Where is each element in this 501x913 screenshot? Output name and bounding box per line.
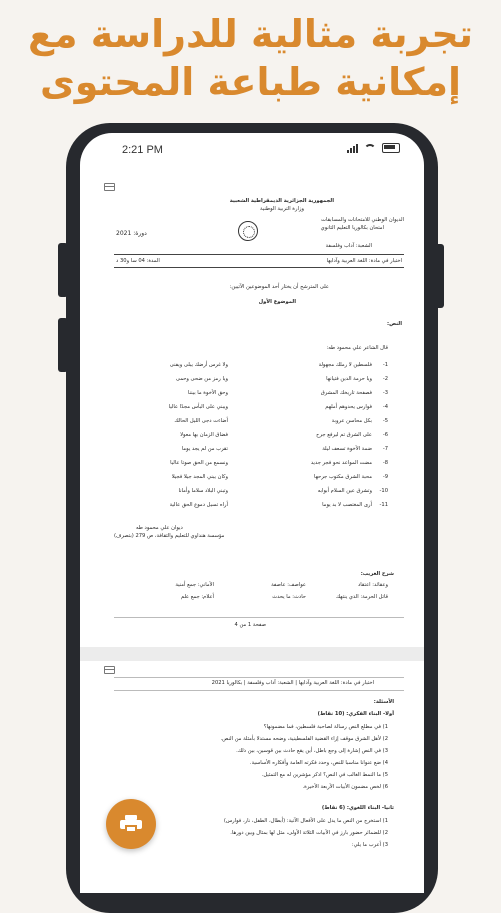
verse-second-half: تقرب من لم يجد يوما	[181, 446, 228, 452]
exam-intro: على المترشح أن يختار أحد الموضوعين الآتيين:	[229, 284, 329, 290]
page-icon	[104, 183, 115, 191]
battery-icon	[382, 143, 400, 153]
verse-number: 9-	[382, 474, 388, 480]
question-item: 2) للضمائر حضور بارز في الأبيات الثلاثة الأولى، مثل لها بمثال وبين دورها.	[230, 830, 388, 836]
page-separator	[80, 647, 424, 661]
verse-number: 2-	[382, 376, 388, 382]
verse-first-half: على الشرق تم ليرفع جرح	[316, 432, 372, 438]
verse-first-half: فصفحة تاريخك المشرق	[320, 390, 372, 396]
verse-second-half: ويبني على البأس مجدًا عاليا	[168, 404, 228, 410]
promo-headline	[0, 10, 501, 106]
verse-first-half: بكل محاسن عروبة	[331, 418, 372, 424]
question-item: 5) ما النمط الغالب في النص؟ اذكر مؤشرين له مع التمثيل.	[261, 772, 388, 778]
verse-second-half: وكان يبني المجد جيلا فجيلا	[171, 474, 228, 480]
verse-first-half: وتشرق عين السلام أبوابه	[317, 488, 372, 494]
question-item: 3) أعرب ما يلي:	[351, 842, 388, 848]
status-bar	[80, 133, 424, 169]
verse-first-half: أرى المغتصب لا بد يوما	[322, 502, 372, 508]
verse-number: 8-	[382, 460, 388, 466]
page-footer: صفحة 1 من 4	[234, 622, 266, 628]
header-divider	[114, 677, 404, 678]
page-two-header: اختبار في مادة: اللغة العربية وآدابها | الشعبة: آداب وفلسفة | بكالوريا 2021	[211, 680, 374, 686]
exam-duration: المدة: 04 سا و30 د	[116, 258, 160, 264]
verse-number: 10-	[379, 488, 388, 494]
glossary-label: شرح الغريب:	[360, 571, 394, 577]
verse-number: 11-	[379, 502, 388, 508]
part-one-title: أولا- البناء الفكري: (10 نقاط)	[317, 711, 394, 717]
seal-icon	[238, 221, 258, 241]
signal-icon	[347, 143, 358, 153]
verse-second-half: ولا غرس أرضك يبلى ويفنى	[169, 362, 228, 368]
exam-title: امتحان بكالوريا التعليم الثانوي	[320, 225, 384, 231]
verse-second-half: وحق الأخوة ما بيننا	[187, 390, 228, 396]
verse-first-half: فلسطين لا رملك مجهولة	[318, 362, 372, 368]
question-item: 4) ضع عنوانا مناسبا للنص، وحدد فكرته العامة وأفكاره الأساسية.	[249, 760, 388, 766]
verse-number: 7-	[382, 446, 388, 452]
poem-source: ديوان علي محمود طه	[136, 525, 183, 531]
verse-number: 6-	[382, 432, 388, 438]
glossary-item: الأماني: جمع أمنية	[175, 582, 214, 588]
page-icon	[104, 666, 115, 674]
question-item: 3) في النص إشارة إلى وجع باطل، أين يقع حادث بين قوسين، بين ذلك.	[236, 748, 388, 754]
phone-side-button	[58, 318, 68, 372]
ministry-title: وزارة التربية الوطنية	[260, 206, 304, 212]
verse-number: 3-	[382, 390, 388, 396]
exam-session: دورة: 2021	[116, 230, 147, 237]
glossary-item: قاتل الحرمة: الذي ينتهك	[335, 594, 388, 600]
glossary-item: أعلام: جمع علم	[180, 594, 214, 600]
verse-first-half: فوارس يحدوهم أملهم	[325, 404, 372, 410]
question-item: 2) لأهل الشرق موقف إزاء القضية الفلسطينية، وضحه مستدلا بأمثلة من النص.	[220, 736, 388, 742]
verse-first-half: ويا حرمة الدين فتيانها	[326, 376, 372, 382]
exam-stream: الشعبة: آداب وفلسفة	[325, 243, 372, 249]
status-time: 2:21 PM	[122, 144, 163, 156]
verse-second-half: وتبني البلاد سلاما وأمانا	[178, 488, 228, 494]
verse-second-half: فضاق الزمان بها معولا	[180, 432, 228, 438]
header-divider	[114, 254, 404, 255]
verse-first-half: ضمة الأخوة تسعف ليلة	[322, 446, 372, 452]
phone-screen	[80, 133, 424, 893]
headline-line-1: تجربة مثالية للدراسة مع	[28, 12, 473, 56]
question-item: 6) لخص مضمون الأبيات الأربعة الأخيرة.	[302, 784, 388, 790]
poem-source-detail: مؤسسة هنداوي للتعليم والثقافة، ص 279 (بتصرف)	[114, 533, 225, 539]
text-label: النص:	[387, 321, 402, 327]
exam-subject: اختبار في مادة: اللغة العربية وآدابها	[326, 258, 402, 264]
printer-icon	[120, 815, 142, 833]
headline-line-2: إمكانية طباعة المحتوى	[39, 60, 462, 104]
republic-title: الجمهورية الجزائرية الديمقراطية الشعبية	[229, 198, 334, 204]
question-item: 1) في مطلع النص رسالة لصاحبة فلسطين، فما مضمونها؟	[263, 724, 388, 730]
print-button[interactable]	[106, 799, 156, 849]
verse-first-half: محبة الشرق مكتوب جرحها	[314, 474, 372, 480]
questions-label: الأسئلة:	[373, 699, 394, 705]
topic-one-title: الموضوع الأول	[258, 299, 296, 305]
office-title: الديوان الوطني للامتحانات والمسابقات	[321, 217, 404, 223]
glossary-item: عواصف: عاصفة	[271, 582, 306, 588]
verse-second-half: ونسمع من الحق صوتا عاليا	[170, 460, 228, 466]
verse-first-half: مضت المواعد نحو فجر جديد	[310, 460, 372, 466]
verse-number: 5-	[382, 418, 388, 424]
verse-number: 1-	[382, 362, 388, 368]
poet-line: قال الشاعر علي محمود طه:	[326, 345, 388, 351]
part-two-title: ثانيا- البناء اللغوي: (6 نقاط)	[321, 805, 394, 811]
phone-power-button	[434, 244, 444, 308]
verse-second-half: أضاءت دجى الليل الحالك	[174, 418, 228, 424]
glossary-item: حادث: ما يحدث	[272, 594, 306, 600]
phone-side-button	[58, 243, 68, 297]
header-divider	[114, 690, 404, 691]
glossary-item: وعقائد: اعتقاد	[358, 582, 388, 588]
header-divider	[114, 267, 404, 268]
footer-divider	[114, 617, 404, 618]
verse-number: 4-	[382, 404, 388, 410]
wifi-icon	[364, 144, 376, 153]
verse-second-half: أراه تسيل دموع الحق عالية	[169, 502, 228, 508]
question-item: 1) استخرج من النص ما يدل على الأفعال الآتية: (أبطال، الطفل، نار، فوارس)	[223, 818, 388, 824]
verse-second-half: ويا رمز من ضحى وحمى	[175, 376, 228, 382]
